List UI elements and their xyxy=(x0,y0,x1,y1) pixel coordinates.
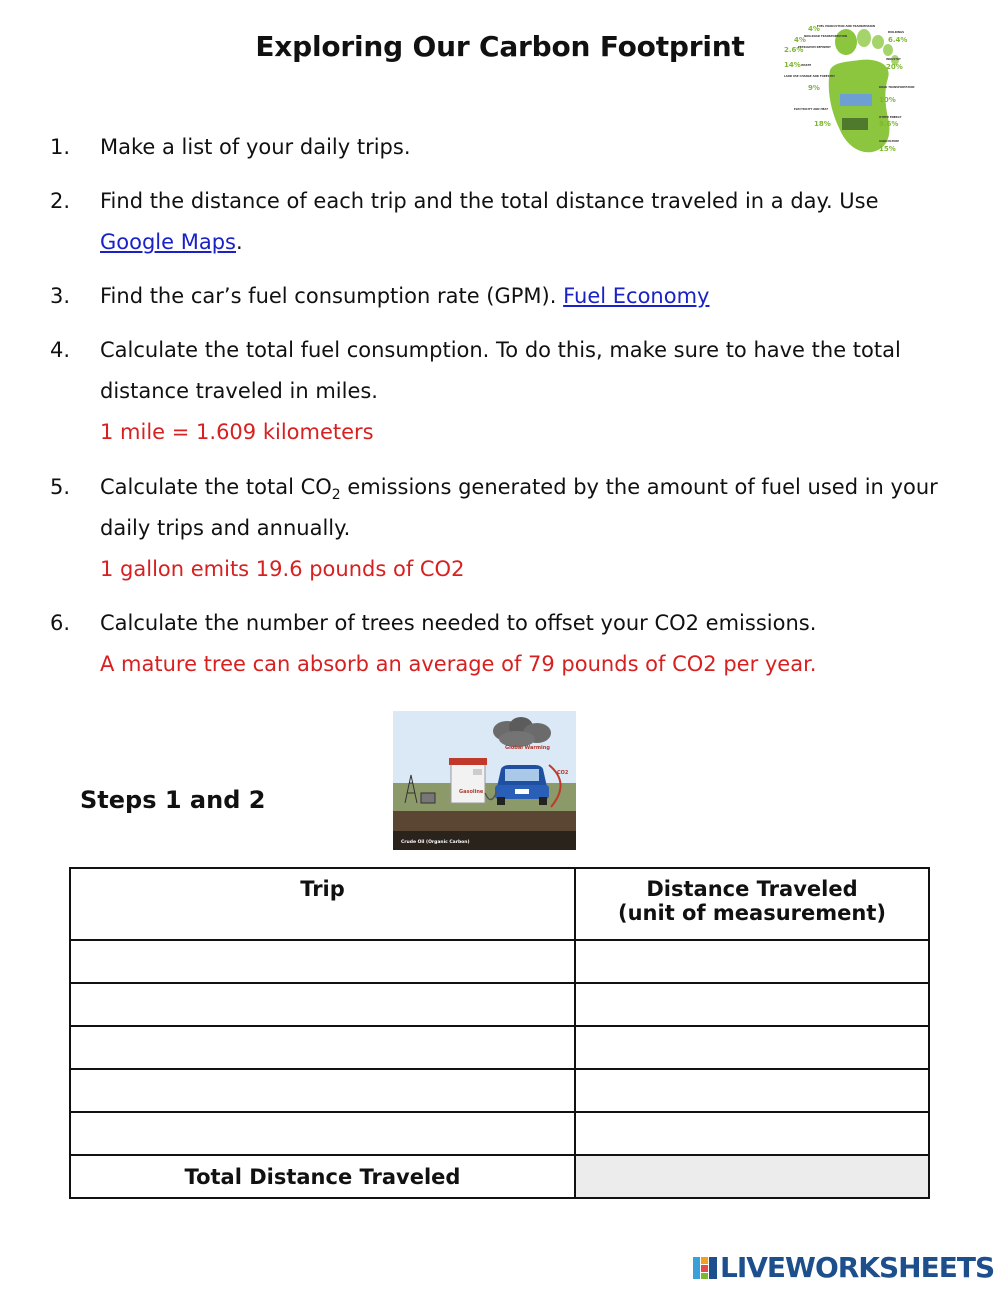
step-text: Calculate the number of trees needed to offset your CO2 emissions. xyxy=(100,611,817,635)
footprint-name: NON-ROAD TRANSPORTATION xyxy=(804,35,848,38)
step-line xyxy=(100,475,938,503)
liveworksheets-mark-icon xyxy=(692,1255,718,1281)
distance-header-line: Distance Traveled xyxy=(646,877,858,901)
car-emissions-illustration xyxy=(393,711,576,850)
trip-distance-table xyxy=(69,867,930,1199)
footprint-pct: 20% xyxy=(886,63,903,71)
gas-station-icon xyxy=(449,758,487,803)
gasoline-label: Gasoline xyxy=(459,789,484,795)
footprint-pct: 9.6% xyxy=(879,120,899,128)
step-text-continued: daily trips and annually. xyxy=(100,516,351,540)
step-line xyxy=(100,284,709,308)
footprint-pct: 14% xyxy=(784,61,801,69)
trip-cell[interactable] xyxy=(70,1026,575,1069)
footprint-pct: 18% xyxy=(814,120,831,128)
footprint-name: PETROLEUM REFINERY xyxy=(798,46,831,49)
footprint-name: FUEL PRODUCTION AND TRANSMISSION xyxy=(817,25,876,28)
step-number: 2. xyxy=(50,189,71,213)
step-number: 1. xyxy=(50,135,71,159)
step-number: 4. xyxy=(50,338,71,362)
footprint-pct: 4% xyxy=(794,36,806,44)
table-row xyxy=(70,1026,929,1069)
table-row xyxy=(70,940,929,983)
fuel-economy-link[interactable]: Fuel Economy xyxy=(563,284,710,308)
step-number: 3. xyxy=(50,284,71,308)
total-distance-label: Total Distance Traveled xyxy=(70,1155,575,1198)
table-row xyxy=(70,1069,929,1112)
footprint-pct: 10% xyxy=(879,96,896,104)
section-heading: Steps 1 and 2 xyxy=(80,786,266,814)
step-line xyxy=(100,230,243,254)
footprint-name: BUILDINGS xyxy=(888,31,904,34)
conversion-note: 1 mile = 1.609 kilometers xyxy=(100,420,374,444)
footprint-name: ELECTRICITY AND HEAT xyxy=(794,108,829,111)
distance-cell[interactable] xyxy=(575,1026,929,1069)
step-number: 6. xyxy=(50,611,71,635)
global-warming-label: Global Warming xyxy=(505,745,550,751)
footprint-name: AGRICULTURE xyxy=(879,140,899,143)
step-text: emissions generated by the amount of fuel used in your xyxy=(340,475,938,499)
tree-note: A mature tree can absorb an average of 79 pounds of CO2 per year. xyxy=(100,652,817,676)
total-row xyxy=(70,1155,929,1198)
footprint-pct: 4% xyxy=(808,25,820,33)
footprint-pct: 9% xyxy=(808,84,820,92)
page-title: Exploring Our Carbon Footprint xyxy=(255,30,745,63)
step-text: Find the distance of each trip and the total distance traveled in a day. Use xyxy=(100,189,879,213)
step-text: Find the car’s fuel consumption rate (GPM). xyxy=(100,284,557,308)
trip-cell[interactable] xyxy=(70,1069,575,1112)
footprint-name: LAND USE CHANGE AND FORESTRY xyxy=(784,75,835,78)
step-punctuation: . xyxy=(236,230,243,254)
trip-cell[interactable] xyxy=(70,940,575,983)
emission-note: 1 gallon emits 19.6 pounds of CO2 xyxy=(100,557,465,581)
trip-cell[interactable] xyxy=(70,1112,575,1155)
distance-cell[interactable] xyxy=(575,1112,929,1155)
liveworksheets-wordmark: LIVEWORKSHEETS xyxy=(720,1251,995,1284)
step-text-continued: distance traveled in miles. xyxy=(100,379,378,403)
total-distance-cell[interactable] xyxy=(575,1155,929,1198)
step-text: Calculate the total CO xyxy=(100,475,332,499)
distance-column-header xyxy=(575,868,929,940)
footprint-pct: 2.6% xyxy=(784,46,804,54)
trip-column-header: Trip xyxy=(70,868,575,940)
google-maps-link[interactable]: Google Maps xyxy=(100,230,236,254)
footprint-name: INDUSTRY xyxy=(886,58,901,61)
car-icon xyxy=(495,765,549,805)
step-text: Make a list of your daily trips. xyxy=(100,135,411,159)
liveworksheets-logo xyxy=(692,1253,994,1283)
distance-cell[interactable] xyxy=(575,940,929,983)
table-row xyxy=(70,1112,929,1155)
footprint-pct: 6.4% xyxy=(888,36,908,44)
table-header-row xyxy=(70,868,929,940)
carbon-footprint-image xyxy=(780,22,920,162)
subscript: 2 xyxy=(331,487,341,503)
co2-label: CO2 xyxy=(557,770,569,776)
footprint-pct: 15% xyxy=(879,145,896,153)
distance-cell[interactable] xyxy=(575,983,929,1026)
distance-header-unit: (unit of measurement) xyxy=(618,901,886,925)
step-number: 5. xyxy=(50,475,71,499)
step-text: Calculate the total fuel consumption. To do this, make sure to have the total xyxy=(100,338,901,362)
crude-oil-label: Crude Oil (Organic Carbon) xyxy=(401,840,470,845)
footprint-name: OTHER ENERGY xyxy=(879,116,902,119)
trip-cell[interactable] xyxy=(70,983,575,1026)
footprint-name: ROAD TRANSPORTATION xyxy=(879,86,915,89)
footprint-shape xyxy=(829,29,899,152)
footprint-name: WASTE xyxy=(801,64,812,67)
table-row xyxy=(70,983,929,1026)
distance-cell[interactable] xyxy=(575,1069,929,1112)
